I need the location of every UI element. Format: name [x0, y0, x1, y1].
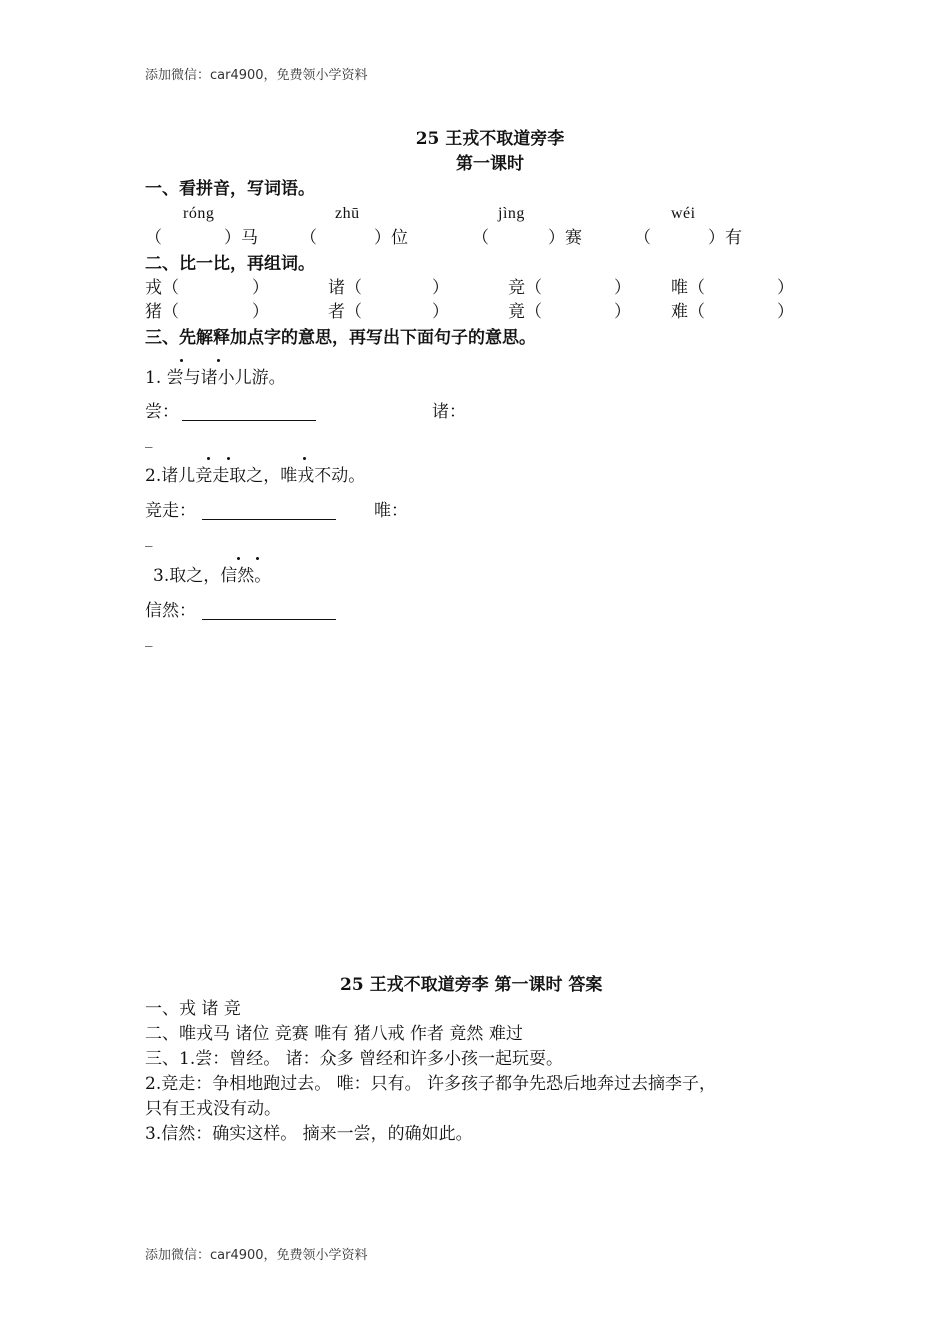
- emphasis-dot: [256, 557, 259, 560]
- emphasis-dot: [180, 359, 183, 362]
- blank-rong-close: ）马: [224, 228, 258, 248]
- compare-jing: 竞（: [508, 278, 542, 298]
- q3-label-xinran: 信然：: [145, 601, 196, 621]
- q3-dash: _: [145, 629, 153, 647]
- compare-jing-close: ）: [614, 278, 631, 298]
- emphasis-dot: [217, 359, 220, 362]
- compare-zhu-pig-close: ）: [252, 302, 269, 322]
- section1-title: 一、看拼音，写词语。: [145, 179, 315, 199]
- compare-zhu: 诸（: [328, 278, 362, 298]
- answer-line-5: 只有王戎没有动。: [145, 1099, 281, 1119]
- compare-jing2: 竟（: [508, 302, 542, 322]
- answer-line-1: 一、戎 诸 竞: [145, 999, 241, 1019]
- answer-line-3: 三、1.尝：曾经。 诸：众多 曾经和许多小孩一起玩耍。: [145, 1049, 564, 1069]
- compare-zhe-close: ）: [432, 302, 449, 322]
- emphasis-dot: [303, 457, 306, 460]
- q2-sentence: 2.诸儿竞走取之，唯戎不动。: [145, 466, 366, 486]
- answers-title: 25 王戎不取道旁李 第一课时 答案: [340, 975, 603, 995]
- q3-answer-line: [202, 619, 336, 620]
- q1-label-zhu: 诸：: [432, 402, 466, 422]
- compare-wei-close: ）: [777, 278, 794, 298]
- section2-title: 二、比一比，再组词。: [145, 254, 315, 274]
- pinyin-jing: jìng: [498, 205, 525, 222]
- blank-wei-close: ）有: [708, 228, 742, 248]
- section3-title: 三、先解释加点字的意思，再写出下面句子的意思。: [145, 328, 536, 348]
- q3-sentence: 3.取之，信然。: [153, 566, 272, 586]
- q1-sentence: 1. 尝与诸小儿游。: [145, 368, 286, 388]
- lesson-title: 25 王戎不取道旁李: [415, 129, 565, 149]
- blank-rong-open: （: [145, 228, 162, 248]
- lesson-subtitle: 第一课时: [456, 154, 524, 174]
- pinyin-rong: róng: [183, 205, 215, 222]
- answer-line-2: 二、唯戎马 诸位 竞赛 唯有 猪八戒 作者 竟然 难过: [145, 1024, 523, 1044]
- blank-jing-open: （: [472, 228, 489, 248]
- q1-dash: _: [145, 430, 153, 448]
- header-note: 添加微信：car4900，免费领小学资料: [145, 68, 368, 83]
- compare-zhe: 者（: [328, 302, 362, 322]
- q2-label-wei: 唯：: [374, 501, 408, 521]
- emphasis-dot: [207, 457, 210, 460]
- emphasis-dot: [227, 457, 230, 460]
- pinyin-zhu: zhū: [335, 205, 360, 222]
- compare-jing2-close: ）: [614, 302, 631, 322]
- footer-note: 添加微信：car4900，免费领小学资料: [145, 1248, 368, 1263]
- q2-label-jingzou: 竞走：: [145, 501, 196, 521]
- q1-label-chang: 尝：: [145, 402, 179, 422]
- compare-nan: 难（: [671, 302, 705, 322]
- pinyin-wei: wéi: [671, 205, 696, 222]
- q2-answer-line: [202, 519, 336, 520]
- answer-line-4: 2.竞走：争相地跑过去。 唯：只有。 许多孩子都争先恐后地奔过去摘李子，: [145, 1074, 717, 1094]
- blank-wei-open: （: [634, 228, 651, 248]
- compare-wei: 唯（: [671, 278, 705, 298]
- compare-nan-close: ）: [777, 302, 794, 322]
- compare-zhu-close: ）: [432, 278, 449, 298]
- compare-zhu-pig: 猪（: [145, 302, 179, 322]
- q2-dash: _: [145, 529, 153, 547]
- emphasis-dot: [237, 557, 240, 560]
- blank-zhu-open: （: [300, 228, 317, 248]
- blank-zhu-close: ）位: [374, 228, 408, 248]
- q1-answer-line: [182, 420, 316, 421]
- answer-line-6: 3.信然：确实这样。 摘来一尝，的确如此。: [145, 1124, 473, 1144]
- compare-rong-close: ）: [252, 278, 269, 298]
- compare-rong: 戎（: [145, 278, 179, 298]
- blank-jing-close: ）赛: [548, 228, 582, 248]
